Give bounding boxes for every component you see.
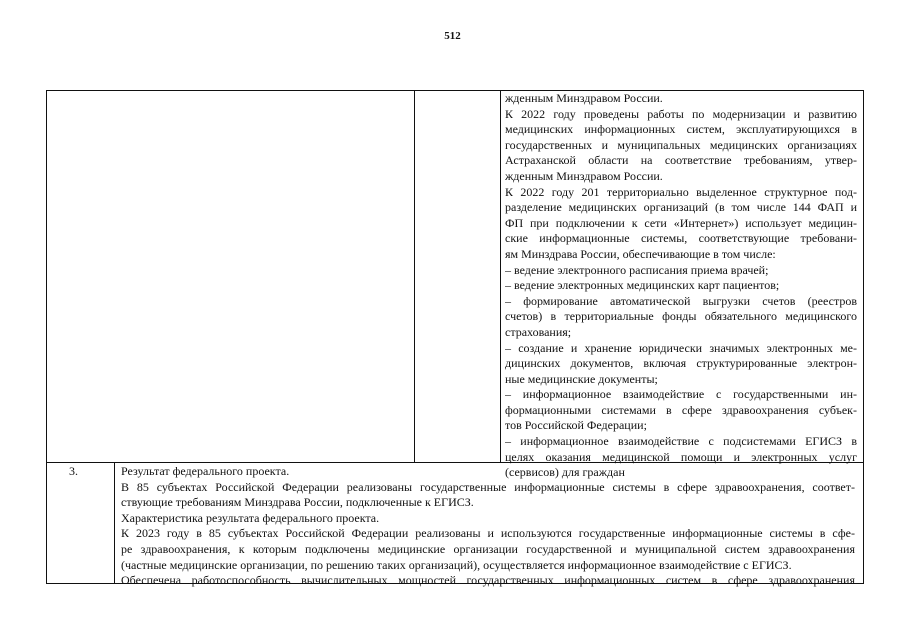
text-line: ре здравоохранения, к которым подключены медицинские организации государственной и муниципальной систем здравоохранения: [121, 541, 855, 556]
result-text-cell: [115, 463, 863, 588]
text-line: Обеспечена работоспособность вычислительных мощностей государственных информационных систем в сфере здравоохранения: [121, 573, 855, 588]
text-line: тов Российской Федерации;: [505, 418, 647, 433]
text-line: – создание и хранение юридически значимых электронных ме-: [505, 340, 857, 355]
text-line: Астраханской области на соответствие требованиям, утвер-: [505, 153, 857, 168]
text-line: (сервисов) для граждан: [505, 465, 625, 480]
text-line: государственных и муниципальных медицинских организациях: [505, 137, 857, 152]
text-line: ям Минздрава России, обеспечивающие в том числе:: [505, 246, 776, 261]
document-table: [46, 90, 864, 588]
empty-cell: [415, 91, 501, 462]
row-number: 3.: [47, 463, 115, 583]
text-line: медицинских информационных систем, эксплуатирующихся в: [505, 122, 857, 137]
text-line: формационными системами в сфере здравоохранения субъек-: [505, 402, 857, 417]
text-line: К 2022 году 201 территориально выделенное структурное под-: [505, 184, 857, 199]
text-line: жденным Минздравом России.: [505, 168, 663, 183]
text-line: Результат федерального проекта.: [121, 464, 290, 478]
text-line: (частные медицинские организации, по решению таких организаций), осуществляется информационное взаимодействие с ЕГИСЗ.: [121, 557, 792, 572]
description-cell: [501, 91, 863, 480]
text-line: ные медицинские документы;: [505, 371, 658, 386]
text-line: – информационное взаимодействие с государственными ин-: [505, 387, 857, 402]
text-line: В 85 субъектах Российской Федерации реализованы государственные информационные системы в сфере здравоохранения, соответ-: [121, 479, 855, 494]
text-line: жденным Минздравом России.: [505, 91, 663, 105]
text-line: разделение медицинских организаций (в том числе 144 ФАП и: [505, 200, 857, 215]
text-line: ствующие требованиям Минздрава России, подключенные к ЕГИСЗ.: [121, 495, 474, 510]
text-line: счетов) в территориальные фонды обязательного медицинского: [505, 309, 857, 324]
table-row: [47, 463, 863, 588]
text-line: Характеристика результата федерального проекта.: [121, 510, 380, 525]
text-line: – ведение электронных медицинских карт пациентов;: [505, 278, 780, 293]
text-line: ские информационные системы, соответствующие требовани-: [505, 231, 857, 246]
empty-cell: [47, 91, 415, 462]
text-line: целях оказания медицинской помощи и электронных услуг: [505, 449, 857, 464]
text-line: – ведение электронного расписания приема врачей;: [505, 262, 769, 277]
text-line: ФП при подключении к сети «Интернет») использует медицин-: [505, 215, 857, 230]
text-line: – формирование автоматической выгрузки счетов (реестров: [505, 293, 857, 308]
text-line: страхования;: [505, 324, 572, 339]
text-line: К 2023 году в 85 субъектах Российской Федерации реализованы и используются государственные информационные системы в сфе-: [121, 526, 855, 541]
text-line: дицинских документов, включая структурированные электрон-: [505, 356, 857, 371]
page-number: 512: [444, 30, 461, 42]
text-line: – информационное взаимодействие с подсистемами ЕГИСЗ в: [505, 434, 857, 449]
text-line: К 2022 году проведены работы по модернизации и развитию: [505, 106, 857, 121]
